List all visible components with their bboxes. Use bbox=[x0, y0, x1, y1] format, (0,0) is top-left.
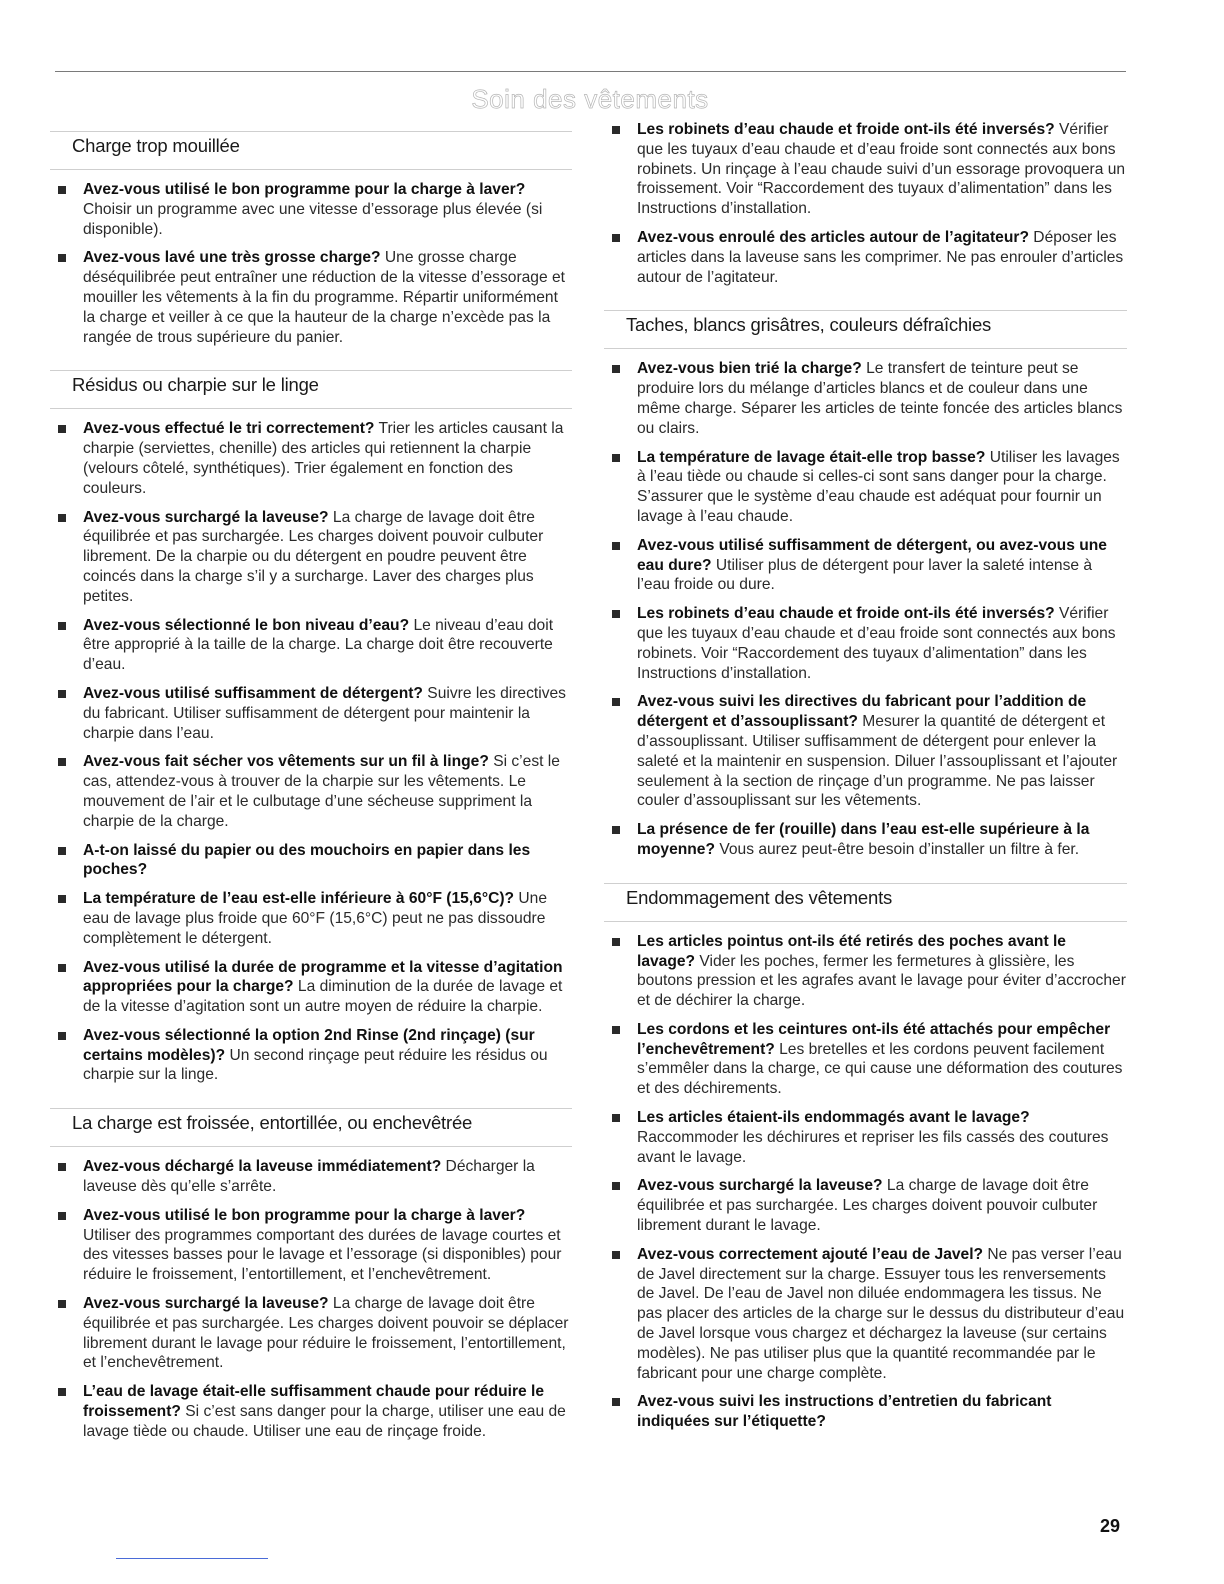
list-item bbox=[604, 228, 1127, 287]
answer-text: Le niveau d’eau doit être approprié à la taille de la charge. La charge doit être recouverte d’eau. bbox=[83, 616, 554, 674]
question-text: La température de l’eau est-elle inférieure à 60°F (15,6°C)? bbox=[83, 890, 515, 908]
answer-text: Utiliser des programmes comportant des durées de lavage courtes et des vitesses basses pour le lavage et l’essorage (si disponibles) pour réduire le froissement, l’entortillement, et l’enchevêtrement. bbox=[83, 1226, 562, 1284]
question-text: Avez-vous surchargé la laveuse? bbox=[637, 1177, 883, 1195]
right-column bbox=[604, 120, 1127, 1444]
list-item bbox=[50, 684, 572, 743]
question-text: L’eau de lavage était-elle suffisamment chaude pour réduire le froissement? bbox=[83, 1383, 545, 1421]
question-text: Les articles étaient-ils endommagés avant le lavage? bbox=[637, 1109, 1030, 1127]
square-bullet-icon bbox=[58, 690, 66, 698]
answer-text: Suivre les directives du fabricant. Utiliser suffisamment de détergent pour maintenir la charpie dans l’eau. bbox=[83, 684, 566, 742]
answer-text: Utiliser plus de détergent pour laver la saleté intense à l’eau froide ou dure. bbox=[637, 556, 1093, 594]
question-text: Avez-vous sélectionné le bon niveau d’eau? bbox=[83, 616, 410, 634]
answer-text: Une eau de lavage plus froide que 60°F (15,6°C) peut ne pas dissoudre complètement le détergent. bbox=[83, 890, 548, 947]
question-text: Avez-vous suivi les instructions d’entretien du fabricant indiquées sur l’étiquette? bbox=[637, 1393, 1052, 1431]
square-bullet-icon bbox=[58, 254, 66, 262]
list-item bbox=[50, 508, 572, 607]
square-bullet-icon bbox=[58, 847, 66, 855]
answer-text: Vérifier que les tuyaux d’eau chaude et d’eau froide sont connectés aux bons robinets. Un rinçage à l’eau chaude suivi d’un essorage provoquera un froissement. Voir “Raccordement des tuyaux d’alimentation” dans les Instructions d’installation. bbox=[637, 121, 1126, 218]
question-text: Avez-vous enroulé des articles autour de l’agitateur? bbox=[637, 228, 1029, 246]
answer-text: Raccommoder les déchirures et repriser les fils cassés des coutures avant le lavage. bbox=[637, 1128, 1109, 1166]
square-bullet-icon bbox=[612, 234, 620, 242]
answer-text: Si c’est sans danger pour la charge, utiliser une eau de lavage tiède ou chaude. Utiliser une eau de rinçage froide. bbox=[83, 1403, 566, 1440]
list-item bbox=[50, 958, 572, 1017]
list-item bbox=[50, 180, 572, 239]
list-item bbox=[50, 1026, 572, 1085]
question-text: Les cordons et les ceintures ont-ils été attachés pour empêcher l’enchevêtrement? bbox=[637, 1020, 1111, 1058]
question-text: Avez-vous utilisé le bon programme pour la charge à laver? bbox=[83, 181, 526, 198]
list-item bbox=[604, 1245, 1127, 1384]
square-bullet-icon bbox=[58, 1212, 66, 1220]
square-bullet-icon bbox=[612, 938, 620, 946]
square-bullet-icon bbox=[612, 1114, 620, 1122]
list-item bbox=[604, 1020, 1127, 1099]
question-text: Avez-vous utilisé la durée de programme et la vitesse d’agitation appropriées pour la charge? bbox=[83, 958, 563, 996]
answer-text: La charge de lavage doit être équilibrée et pas surchargée. Les charges doivent pouvoir culbuter librement. De la charpie ou du détergent en poudre peuvent être coincés dans la charge s’il y a surcharge. Laver des charges plus petites. bbox=[83, 508, 544, 605]
question-text: La température de lavage était-elle trop basse? bbox=[637, 448, 986, 466]
question-text: Avez-vous suivi les directives du fabricant pour l’addition de détergent et d’assouplissant? bbox=[637, 693, 1087, 731]
square-bullet-icon bbox=[612, 826, 620, 834]
question-text: Avez-vous déchargé la laveuse immédiatement? bbox=[83, 1158, 442, 1176]
square-bullet-icon bbox=[58, 895, 66, 903]
section-heading: Charge trop mouillée bbox=[50, 120, 572, 170]
square-bullet-icon bbox=[612, 1026, 620, 1034]
question-list bbox=[50, 1157, 572, 1441]
question-text: Avez-vous bien trié la charge? bbox=[637, 360, 862, 378]
list-item bbox=[50, 752, 572, 831]
section-heading: Taches, blancs grisâtres, couleurs défraîchies bbox=[604, 299, 1127, 349]
question-text: Avez-vous utilisé suffisamment de détergent? bbox=[83, 684, 423, 702]
question-text: Avez-vous lavé une très grosse charge? bbox=[83, 249, 381, 267]
square-bullet-icon bbox=[58, 1032, 66, 1040]
square-bullet-icon bbox=[58, 964, 66, 972]
list-item bbox=[604, 1392, 1127, 1432]
answer-text: Décharger la laveuse dès qu’elle s’arrête. bbox=[83, 1158, 535, 1196]
list-item bbox=[50, 1206, 572, 1285]
question-text: Les robinets d’eau chaude et froide ont-ils été inversés? bbox=[637, 121, 1055, 138]
answer-text: Vider les poches, fermer les fermetures à glissière, les boutons pression et les agrafes avant le lavage pour éviter d’accrocher et de déchirer la charge. bbox=[637, 952, 1126, 1010]
square-bullet-icon bbox=[612, 1182, 620, 1190]
square-bullet-icon bbox=[58, 514, 66, 522]
square-bullet-icon bbox=[58, 425, 66, 433]
question-list bbox=[50, 419, 572, 1085]
square-bullet-icon bbox=[612, 542, 620, 550]
answer-text: Utiliser les lavages à l’eau tiède ou chaude si celles-ci sont sans danger pour la charge. S’assurer que le système d’eau chaude est adéquat pour fournir un lavage à l’eau chaude. bbox=[637, 448, 1120, 525]
answer-text: Si c’est le cas, attendez-vous à trouver de la charpie sur les vêtements. Le mouvement de l’air et le culbutage d’une sécheuse suppriment la charpie de la charge. bbox=[83, 753, 560, 830]
square-bullet-icon bbox=[58, 186, 66, 194]
square-bullet-icon bbox=[612, 1251, 620, 1259]
question-text: Avez-vous fait sécher vos vêtements sur un fil à linge? bbox=[83, 753, 489, 771]
list-item bbox=[50, 419, 572, 498]
list-item bbox=[604, 604, 1127, 683]
troubleshooting-section bbox=[50, 359, 572, 1085]
square-bullet-icon bbox=[612, 365, 620, 373]
square-bullet-icon bbox=[612, 610, 620, 618]
section-heading: La charge est froissée, entortillée, ou enchevêtrée bbox=[50, 1097, 572, 1147]
answer-text: Vous aurez peut-être besoin d’installer un filtre à fer. bbox=[714, 840, 1080, 858]
square-bullet-icon bbox=[612, 698, 620, 706]
top-rule bbox=[55, 71, 1126, 72]
answer-text: Vérifier que les tuyaux d’eau chaude et d’eau froide sont connectés aux bons robinets. Voir “Raccordement des tuyaux d’alimentation” dans les Instructions d’installation. bbox=[637, 605, 1116, 682]
question-list bbox=[604, 359, 1127, 859]
troubleshooting-section bbox=[604, 299, 1127, 859]
square-bullet-icon bbox=[58, 758, 66, 766]
answer-text: Ne pas verser l’eau de Javel directement sur la charge. Essuyer tous les renversements de Javel. De l’eau de Javel non diluée endommagera les tissus. Ne pas placer des articles de la charge sur le dessus du distributeur d’eau de Javel lorsque vous chargez et déchargez la laveuse (sur certains modèles). Ne pas utiliser plus que la quantité recommandée par le fabricant pour une charge complète. bbox=[637, 1245, 1125, 1382]
list-item bbox=[604, 359, 1127, 438]
troubleshooting-section bbox=[604, 872, 1127, 1432]
list-item bbox=[604, 820, 1127, 860]
answer-text: Mesurer la quantité de détergent et d’assouplissant. Utiliser suffisamment de détergent pour enlever la saleté et la maintenir en suspension. Diluer l’assouplissant et l’ajouter seulement à la section de rinçage d’un programme. Ne pas laisser couler d’assouplissant sur les vêtements. bbox=[637, 713, 1118, 810]
list-item bbox=[50, 248, 572, 347]
section-heading: Endommagement des vêtements bbox=[604, 872, 1127, 922]
question-text: A-t-on laissé du papier ou des mouchoirs en papier dans les poches? bbox=[83, 841, 531, 879]
page-title: Soin des vêtements bbox=[471, 84, 709, 114]
question-text: Avez-vous effectué le tri correctement? bbox=[83, 420, 375, 438]
answer-text: Choisir un programme avec une vitesse d’essorage plus élevée (si disponible). bbox=[83, 200, 543, 238]
question-text: Avez-vous surchargé la laveuse? bbox=[83, 1295, 329, 1313]
section-heading: Résidus ou charpie sur le linge bbox=[50, 359, 572, 409]
square-bullet-icon bbox=[612, 454, 620, 462]
list-item bbox=[50, 1157, 572, 1197]
answer-text: Trier les articles causant la charpie (serviettes, chenille) des articles qui retiennent la charpie (velours côtelé, synthétiques). Trier également en fonction des couleurs. bbox=[83, 420, 564, 497]
square-bullet-icon bbox=[58, 1163, 66, 1171]
troubleshooting-section bbox=[604, 120, 1127, 287]
answer-text: La diminution de la durée de lavage et de la vitesse d’agitation sont un autre moyen de réduire la charpie. bbox=[83, 978, 563, 1016]
question-text: La présence de fer (rouille) dans l’eau est-elle supérieure à la moyenne? bbox=[637, 821, 1090, 858]
question-text: Avez-vous surchargé la laveuse? bbox=[83, 508, 329, 526]
list-item bbox=[604, 448, 1127, 527]
list-item bbox=[50, 616, 572, 675]
bottom-link-underline bbox=[116, 1558, 268, 1559]
list-item bbox=[604, 932, 1127, 1011]
square-bullet-icon bbox=[612, 126, 620, 134]
answer-text: La charge de lavage doit être équilibrée et pas surchargée. Les charges doivent pouvoir culbuter librement durant le lavage. bbox=[637, 1177, 1098, 1235]
list-item bbox=[50, 889, 572, 948]
question-list bbox=[50, 180, 572, 347]
answer-text: La charge de lavage doit être équilibrée et pas surchargée. Les charges doivent pouvoir se déplacer librement durant le lavage pour réduire le froissement, l’entortillement, et l’enchevêtrement. bbox=[83, 1295, 569, 1372]
troubleshooting-section bbox=[50, 120, 572, 347]
list-item bbox=[50, 841, 572, 881]
question-text: Les robinets d’eau chaude et froide ont-ils été inversés? bbox=[637, 605, 1055, 623]
answer-text: Une grosse charge déséquilibrée peut entraîner une réduction de la vitesse d’essorage et mouiller les vêtements à la fin du programme. Répartir uniformément la charge et veiller à ce que la hauteur de la charge n’excède pas la rangée de trous supérieure du panier. bbox=[83, 249, 565, 346]
answer-text: Le transfert de teinture peut se produire lors du mélange d’articles blancs et de couleur dans une même charge. Séparer les articles de teinte foncée des articles blancs ou clairs. bbox=[637, 360, 1123, 437]
question-text: Avez-vous sélectionné la option 2nd Rinse (2nd rinçage) (sur certains modèles)? bbox=[83, 1026, 535, 1064]
question-text: Avez-vous utilisé le bon programme pour la charge à laver? bbox=[83, 1206, 526, 1224]
square-bullet-icon bbox=[58, 1300, 66, 1308]
square-bullet-icon bbox=[58, 1388, 66, 1396]
square-bullet-icon bbox=[612, 1398, 620, 1406]
list-item bbox=[50, 1382, 572, 1441]
troubleshooting-section bbox=[50, 1097, 572, 1441]
square-bullet-icon bbox=[58, 622, 66, 630]
list-item bbox=[604, 120, 1127, 219]
list-item bbox=[604, 536, 1127, 595]
question-text: Avez-vous utilisé suffisamment de détergent, ou avez-vous une eau dure? bbox=[637, 536, 1107, 574]
list-item bbox=[604, 692, 1127, 811]
question-text: Les articles pointus ont-ils été retirés des poches avant le lavage? bbox=[637, 932, 1066, 970]
list-item bbox=[604, 1108, 1127, 1167]
list-item bbox=[604, 1176, 1127, 1235]
answer-text: Un second rinçage peut réduire les résidus ou charpie sur la linge. bbox=[83, 1046, 548, 1084]
question-list bbox=[604, 932, 1127, 1432]
left-column bbox=[50, 120, 572, 1454]
list-item bbox=[50, 1294, 572, 1373]
question-text: Avez-vous correctement ajouté l’eau de Javel? bbox=[637, 1245, 984, 1263]
question-list bbox=[604, 120, 1127, 287]
page-number: 29 bbox=[1100, 1516, 1121, 1536]
answer-text: Déposer les articles dans la laveuse sans les comprimer. Ne pas enrouler d’articles autour de l’agitateur. bbox=[637, 228, 1124, 286]
answer-text: Les bretelles et les cordons peuvent facilement s’emmêler dans la charge, ce qui cause une déformation des coutures et des déchirements. bbox=[637, 1040, 1123, 1098]
